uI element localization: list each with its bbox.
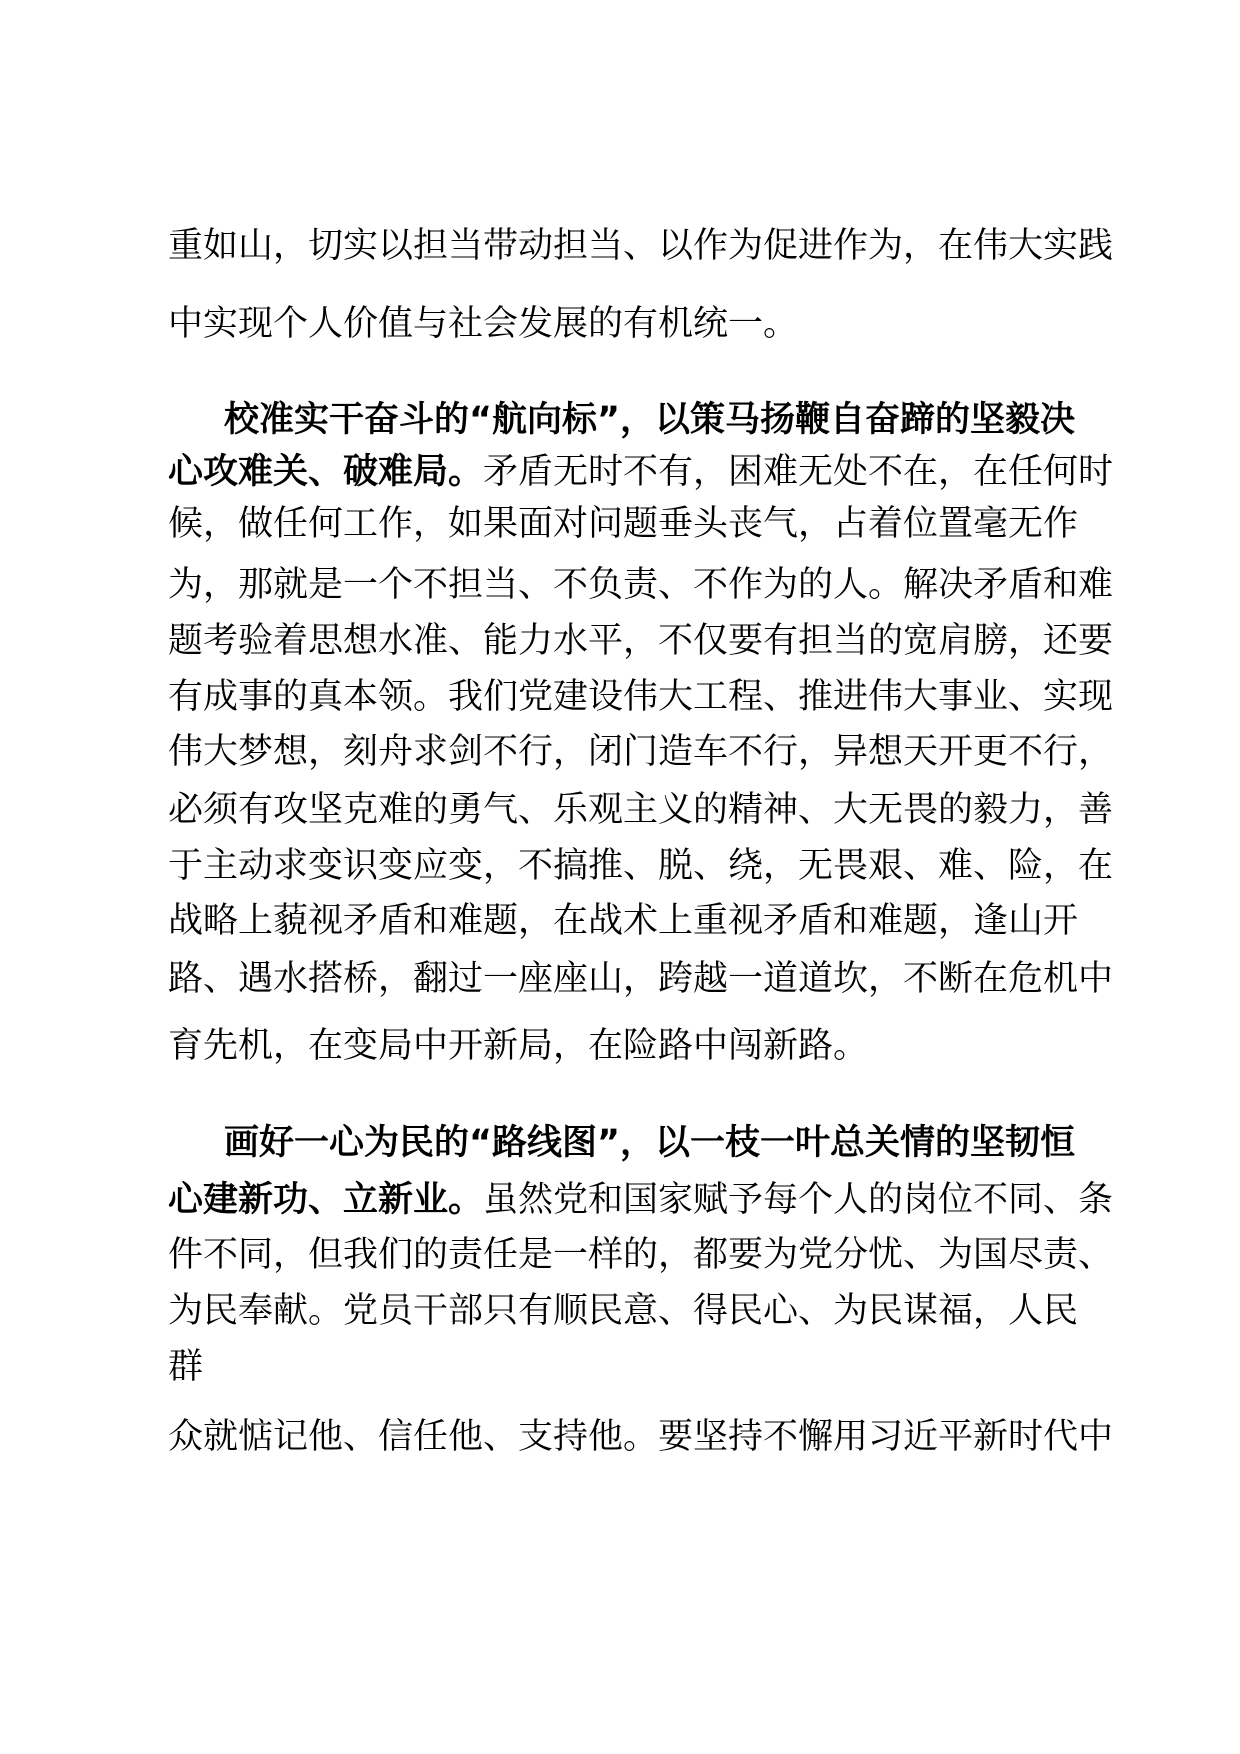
- paragraph-3-heading-line-1: 画好一心为民的“路线图”，以一枝一叶总关情的坚韧恒: [224, 1123, 1076, 1163]
- paragraph-3-line-3: 件不同，但我们的责任是一样的，都要为党分忧、为国尽责、: [168, 1235, 1114, 1275]
- paragraph-2-line-2: [168, 448, 1114, 496]
- paragraph-2-line-3: 候，做任何工作，如果面对问题垂头丧气，占着位置毫无作: [168, 504, 1079, 544]
- paragraph-2-heading-tail: 心攻难关、破难局。: [168, 452, 484, 492]
- paragraph-3-line-5: 群: [168, 1347, 204, 1387]
- paragraph-3-heading-tail: 心建新功、立新业。: [168, 1180, 484, 1220]
- paragraph-2-line-10: 战略上藐视矛盾和难题，在战术上重视矛盾和难题，逢山开: [168, 901, 1079, 941]
- paragraph-2-line-7: 伟大梦想，刻舟求剑不行，闭门造车不行，异想天开更不行，: [168, 732, 1114, 772]
- paragraph-2-line-11: 路、遇水搭桥，翻过一座座山，跨越一道道坎，不断在危机中: [168, 959, 1114, 999]
- paragraph-2-line-8: 必须有攻坚克难的勇气、乐观主义的精神、大无畏的毅力，善: [168, 790, 1114, 830]
- paragraph-3-line-2: [168, 1176, 1114, 1224]
- paragraph-3-line-4: 为民奉献。党员干部只有顺民意、得民心、为民谋福，人民: [168, 1291, 1079, 1331]
- paragraph-2-line-9: 于主动求变识变应变，不搞推、脱、绕，无畏艰、难、险，在: [168, 846, 1114, 886]
- paragraph-1-line-1: 重如山，切实以担当带动担当、以作为促进作为，在伟大实践: [168, 226, 1114, 266]
- paragraph-2-line-12: 育先机，在变局中开新局，在险路中闯新路。: [168, 1026, 869, 1066]
- paragraph-2-line-5: 题考验着思想水准、能力水平，不仅要有担当的宽肩膀，还要: [168, 621, 1114, 661]
- paragraph-2-line-4: 为，那就是一个不担当、不负责、不作为的人。解决矛盾和难: [168, 565, 1114, 605]
- paragraph-2-heading-line-1: 校准实干奋斗的“航向标”，以策马扬鞭自奋蹄的坚毅决: [224, 400, 1076, 440]
- paragraph-2-body-start: 矛盾无时不有，困难无处不在，在任何时: [483, 452, 1114, 492]
- paragraph-3-body-start: 虽然党和国家赋予每个人的岗位不同、条: [483, 1180, 1114, 1220]
- paragraph-2-line-6: 有成事的真本领。我们党建设伟大工程、推进伟大事业、实现: [168, 677, 1114, 717]
- paragraph-3-line-6: 众就惦记他、信任他、支持他。要坚持不懈用习近平新时代中: [168, 1417, 1114, 1457]
- paragraph-1-line-2: 中实现个人价值与社会发展的有机统一。: [168, 304, 799, 344]
